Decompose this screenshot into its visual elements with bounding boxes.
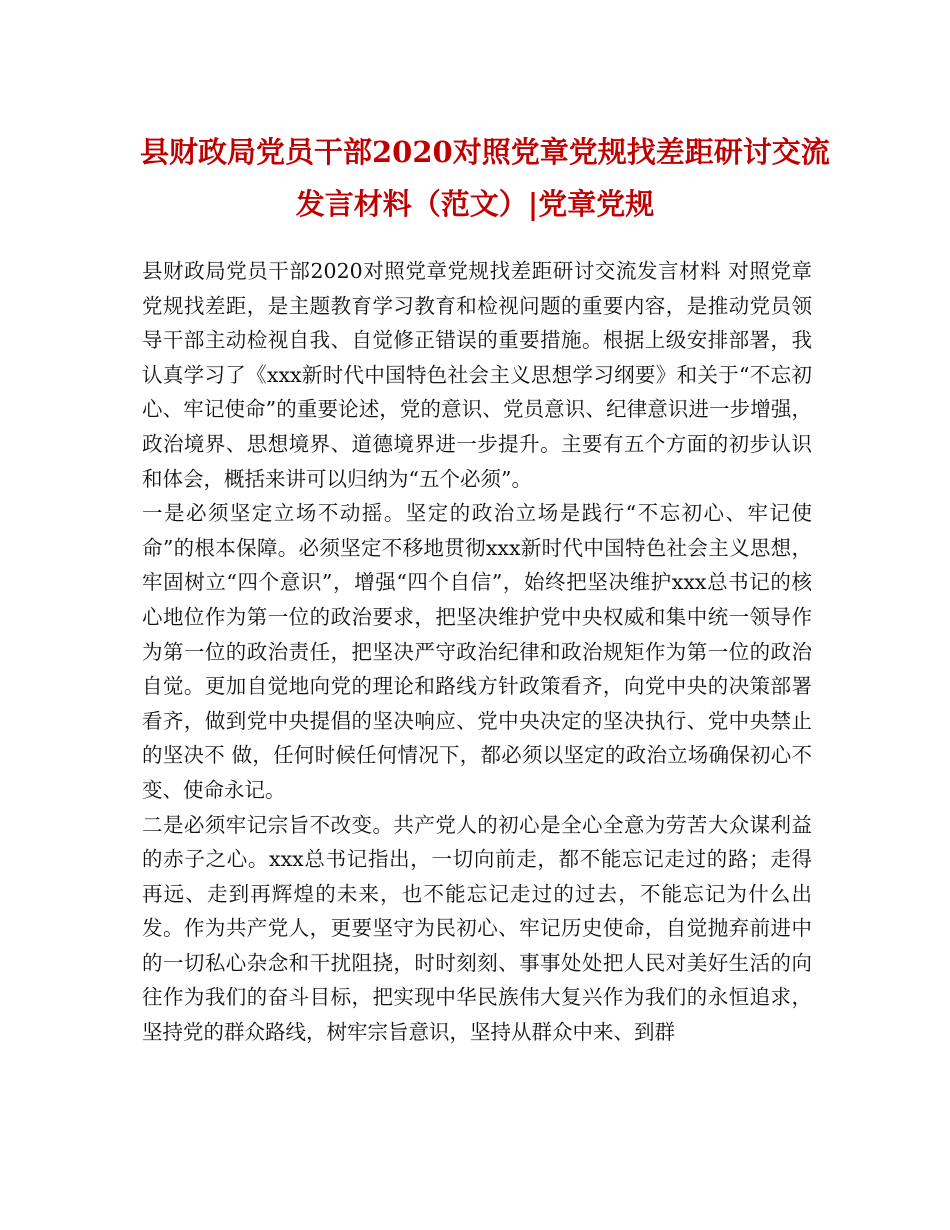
title-line-2: 发言材料（范文）|党章党规 bbox=[295, 187, 655, 221]
paragraph-point-2: 二是必须牢记宗旨不改变。共产党人的初心是全心全意为劳苦大众谋利益的赤子之心。xxx总书记指出，一切向前走，都不能忘记走过的路；走得再远、走到再辉煌的未来，也不能忘记走过的过去，不能忘记为什么出发。作为共产党人，更要坚守为民初心、牢记历史使命，自觉抛弃前进中的一切私心杂念和干扰阻挠，时时刻刻、事事处处把人民对美好生活的向往作为我们的奋斗目标，把实现中华民族伟大复兴作为我们的永恒追求，坚持党的群众路线，树牢宗旨意识，坚持从群众中来、到群 bbox=[142, 812, 812, 1045]
document-title bbox=[140, 126, 830, 230]
paragraph-point-1: 一是必须坚定立场不动摇。坚定的政治立场是践行“不忘初心、牢记使命”的根本保障。必须坚定不移地贯彻xxx新时代中国特色社会主义思想，牢固树立“四个意识”，增强“四个自信”，始终把坚决维护xxx总书记的核心地位作为第一位的政治要求，把坚决维护党中央权威和集中统一领导作为第一位的政治责任，把坚决严守政治纪律和政治规矩作为第一位的政治自觉。更加自觉地向党的理论和路线方针政策看齐，向党中央的决策部署看齐，做到党中央提倡的坚决响应、党中央决定的坚决执行、党中央禁止的坚决不 做，任何时候任何情况下，都必须以坚定的政治立场确保初心不变、使命永记。 bbox=[142, 501, 812, 802]
document-body bbox=[142, 254, 812, 1050]
title-line-1: 县财政局党员干部2020对照党章党规找差距研讨交流 bbox=[140, 135, 830, 169]
paragraph-intro: 县财政局党员干部2020对照党章党规找差距研讨交流发言材料 对照党章党规找差距，是主题教育学习教育和检视问题的重要内容，是推动党员领导干部主动检视自我、自觉修正错误的重要措施。根据上级安排部署，我认真学习了《xxx新时代中国特色社会主义思想学习纲要》和关于“不忘初心、牢记使命”的重要论述，党的意识、党员意识、纪律意识进一步增强，政治境界、思想境界、道德境界进一步提升。主要有五个方面的初步认识和体会，概括来讲可以归纳为“五个必须”。 bbox=[142, 259, 812, 491]
